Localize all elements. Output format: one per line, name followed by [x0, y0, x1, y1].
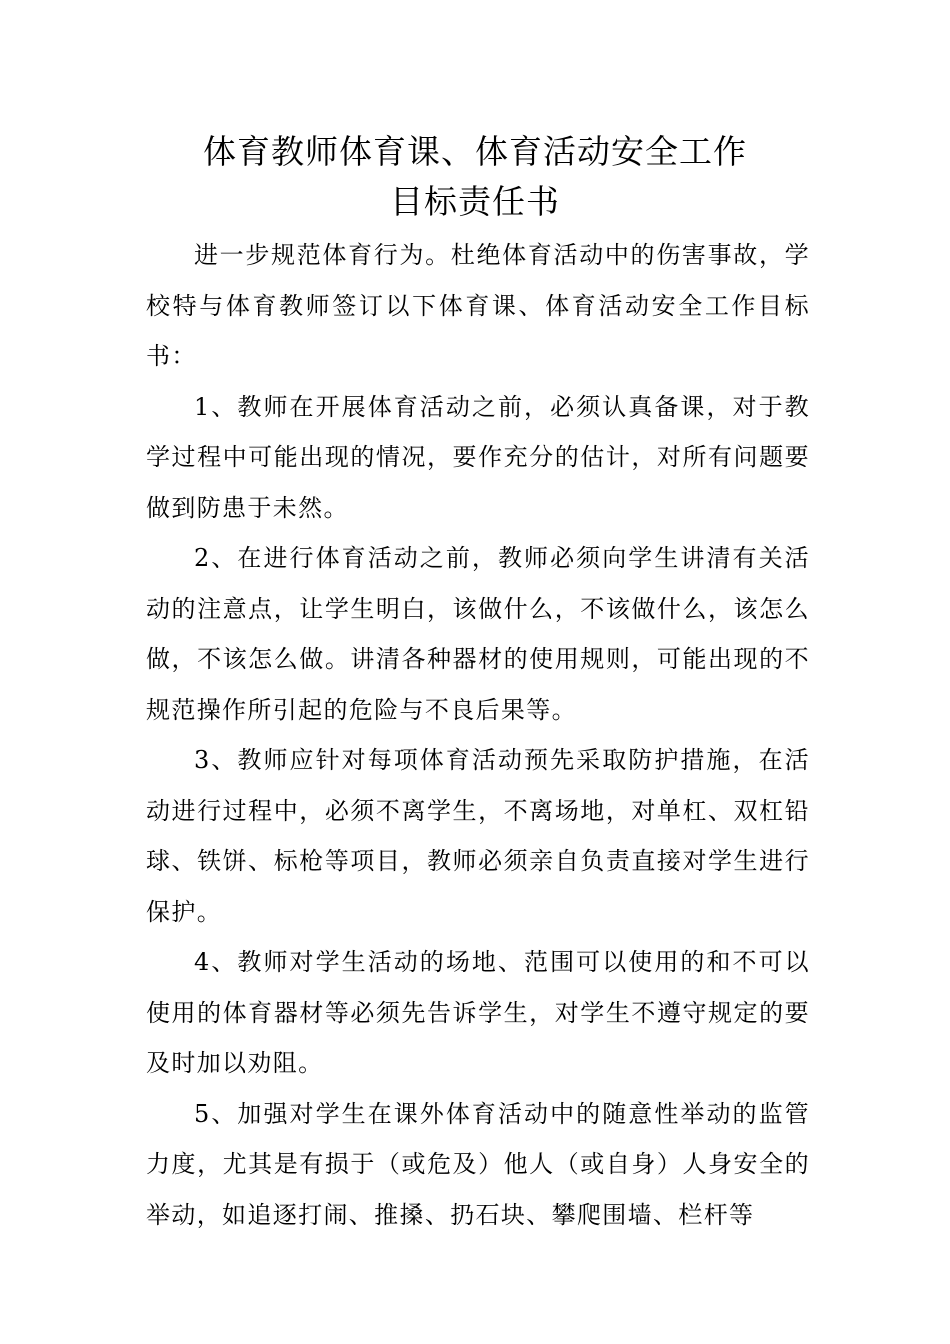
paragraph-item-3: 3、教师应针对每项体育活动预先采取防护措施，在活动进行过程中，必须不离学生，不离场地，对单杠、双杠铅球、铁饼、标枪等项目，教师必须亲自负责直接对学生进行保护。 [146, 746, 810, 926]
document-body [146, 230, 810, 1240]
paragraph-item-4: 4、教师对学生活动的场地、范围可以使用的和不可以使用的体育器材等必须先告诉学生，对学生不遵守规定的要及时加以劝阻。 [146, 948, 810, 1077]
paragraph-intro: 进一步规范体育行为。杜绝体育活动中的伤害事故，学校特与体育教师签订以下体育课、体育活动安全工作目标书： [146, 241, 810, 370]
document-title-line1: 体育教师体育课、体育活动安全工作 [203, 132, 747, 171]
document-title-line2: 目标责任书 [390, 182, 560, 221]
paragraph-item-2: 2、在进行体育活动之前，教师必须向学生讲清有关活动的注意点，让学生明白，该做什么，不该做什么，该怎么做，不该怎么做。讲清各种器材的使用规则，可能出现的不规范操作所引起的危险与不良后果等。 [146, 544, 810, 724]
paragraph-item-5: 5、加强对学生在课外体育活动中的随意性举动的监管力度，尤其是有损于（或危及）他人（或自身）人身安全的举动，如追逐打闹、推搡、扔石块、攀爬围墙、栏杆等 [146, 1099, 810, 1229]
paragraph-item-1: 1、教师在开展体育活动之前，必须认真备课，对于教学过程中可能出现的情况，要作充分的估计，对所有问题要做到防患于未然。 [146, 392, 810, 522]
